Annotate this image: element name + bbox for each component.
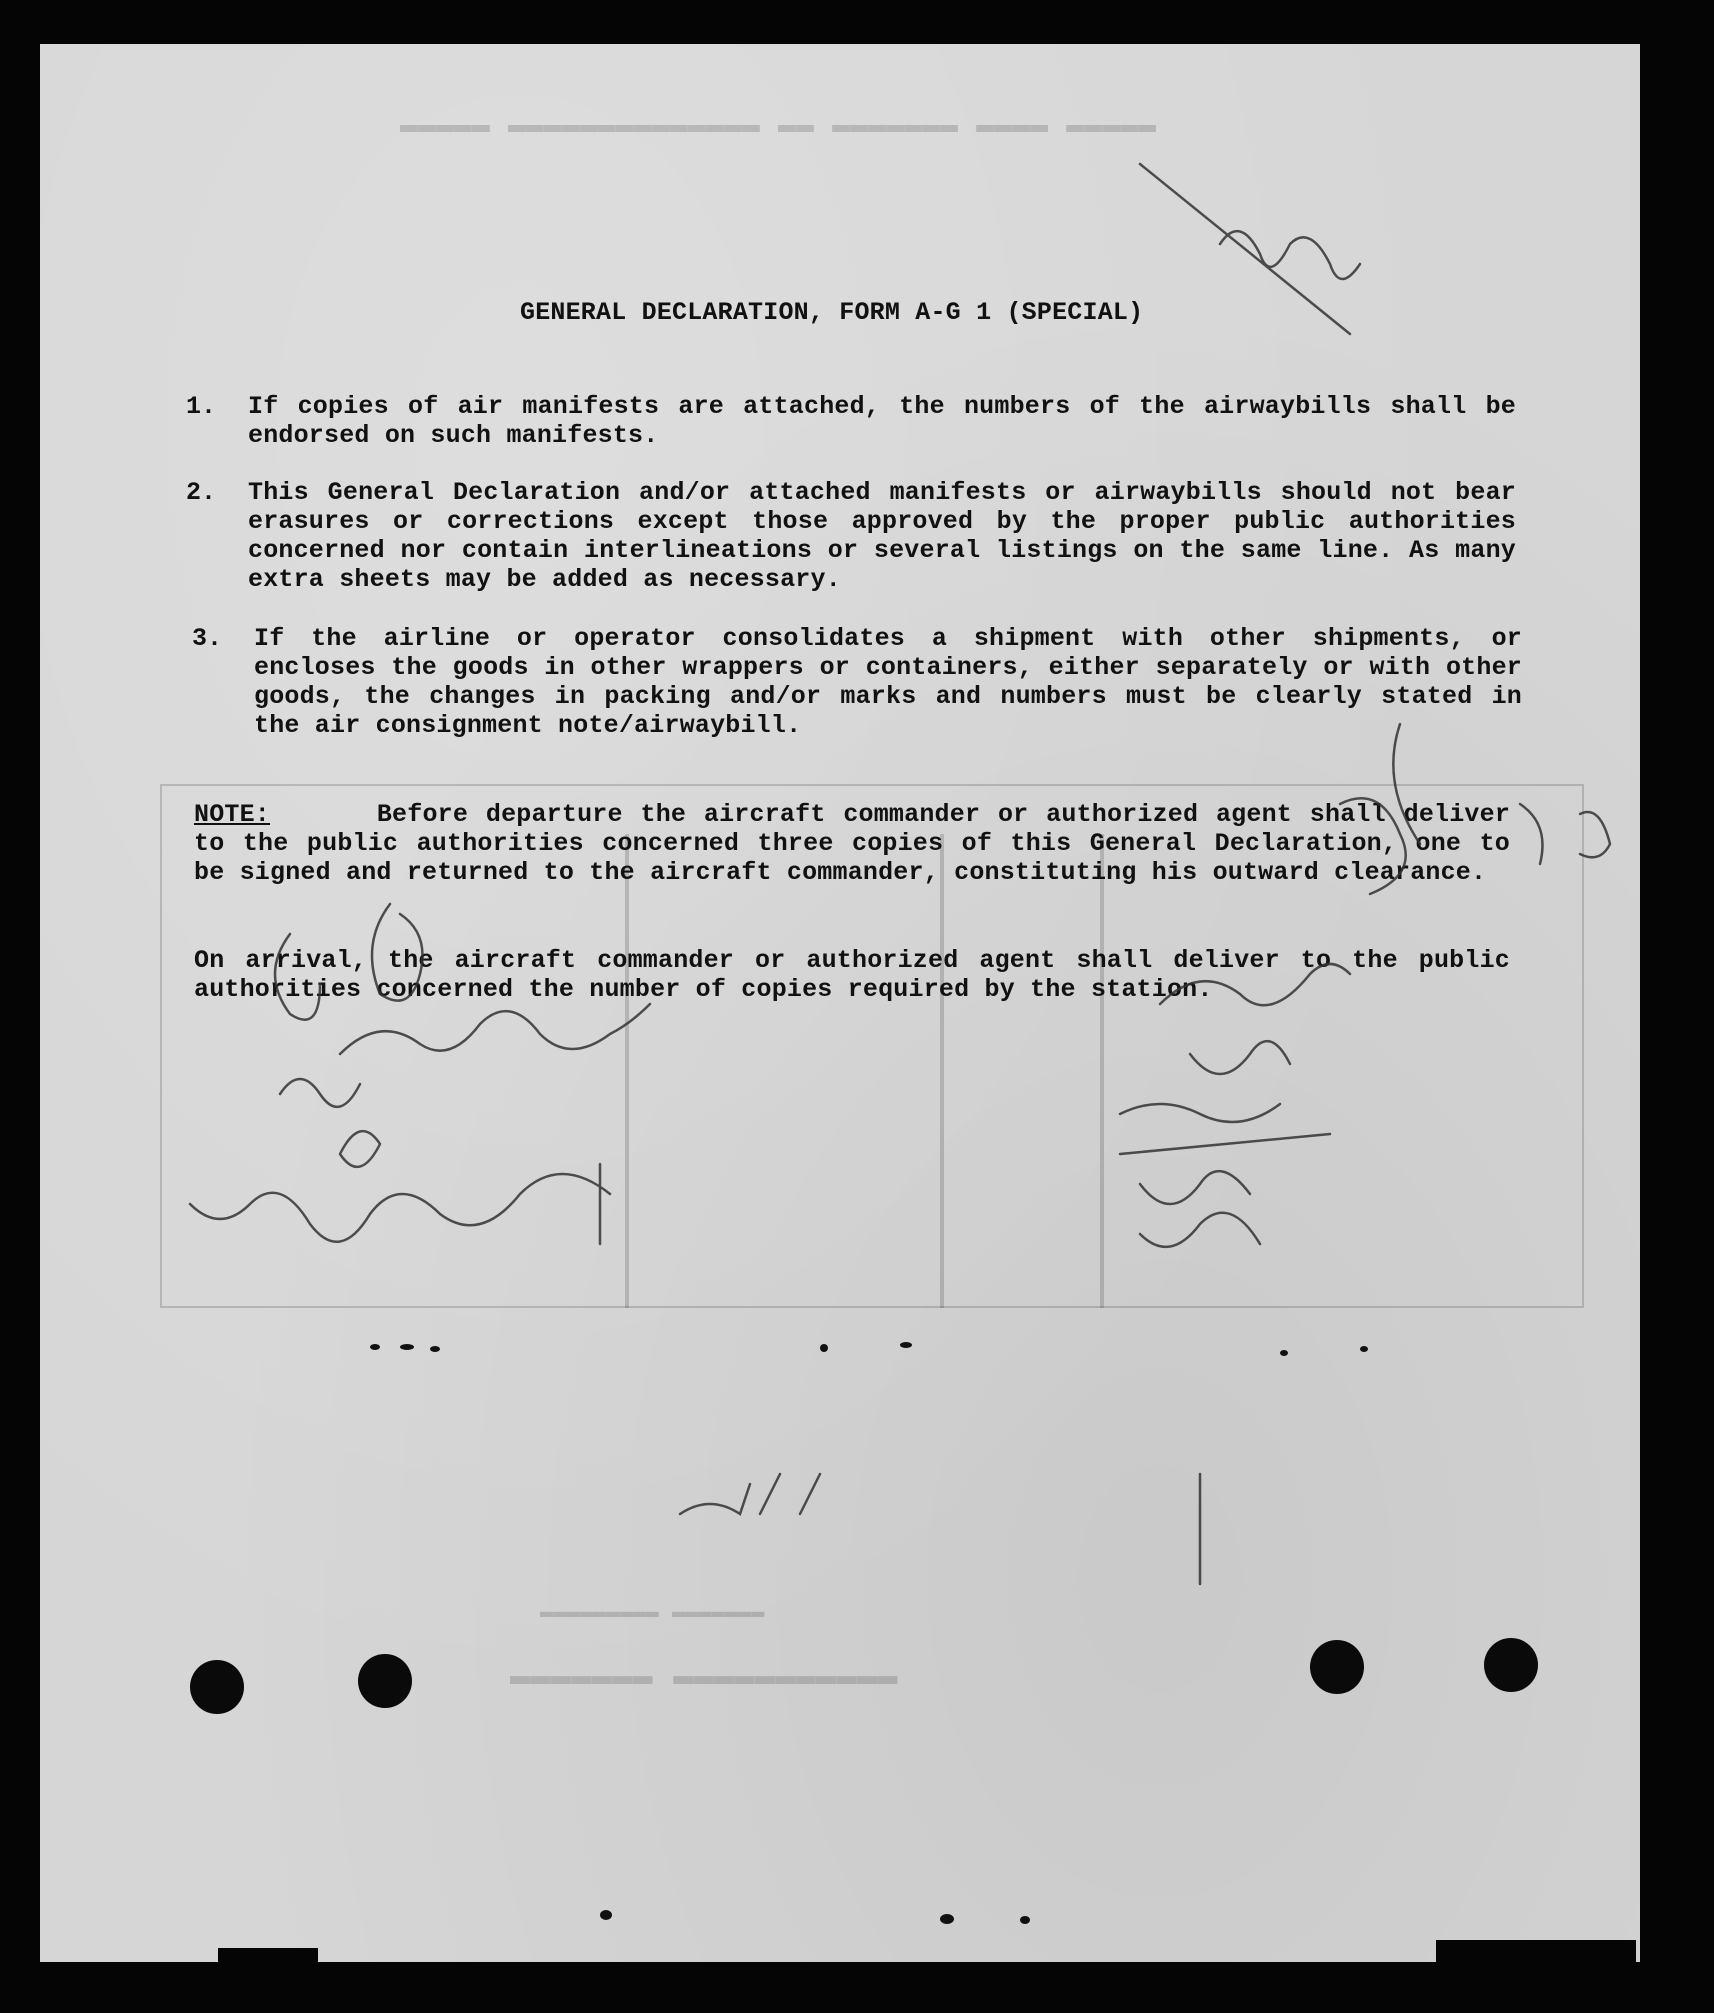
item-number: 3. xyxy=(192,624,223,653)
torn-edge xyxy=(218,1948,318,1972)
document-page xyxy=(40,44,1640,1962)
torn-edge xyxy=(1436,1940,1636,1970)
dust-speck xyxy=(370,1344,380,1350)
item-text: This General Declaration and/or attached manifests or airwaybills should not bear erasures or corrections except those approved by the proper public authorities concerned nor contain interlineations or several listings on the same line. As many extra sheets may be added as necessary. xyxy=(248,478,1516,594)
bleed-through-col-1 xyxy=(625,834,629,1308)
item-text: If the airline or operator consolidates a shipment with other shipments, or encloses the goods in other wrappers or containers, either separately or with other goods, the changes in packing and/or marks and numbers must be clearly stated in the air consignment note/airwaybill. xyxy=(254,624,1522,740)
bleed-through-footer: ▬▬▬▬▬▬▬ ▬▬▬▬▬▬▬▬▬▬▬ xyxy=(510,1664,898,1702)
dust-speck xyxy=(940,1914,954,1924)
bleed-through-heading: ▬▬▬▬▬ ▬▬▬▬▬▬▬▬▬▬▬▬▬▬ ▬▬ ▬▬▬▬▬▬▬ ▬▬▬▬ ▬▬▬▬▬ xyxy=(400,114,1157,148)
note-spacer xyxy=(288,800,359,829)
dust-speck xyxy=(1020,1916,1030,1924)
dust-speck xyxy=(400,1344,414,1350)
note-paragraph xyxy=(194,800,1510,887)
bleed-through-col-3 xyxy=(1100,834,1104,1308)
dust-speck xyxy=(900,1342,912,1348)
arrival-paragraph: On arrival, the aircraft commander or authorized agent shall deliver to the public authorities concerned the number of copies required by the station. xyxy=(194,946,1510,1004)
bleed-through-footer-2: ▬▬▬▬▬▬▬▬▬ ▬▬▬▬▬▬▬ xyxy=(540,1604,765,1629)
dust-speck xyxy=(600,1910,612,1920)
punch-hole xyxy=(190,1660,244,1714)
punch-hole xyxy=(358,1654,412,1708)
punch-hole xyxy=(1310,1640,1364,1694)
dust-speck xyxy=(1280,1350,1288,1356)
bleed-through-col-2 xyxy=(940,834,944,1308)
item-text: If copies of air manifests are attached, the numbers of the airwaybills shall be endorsed on such manifests. xyxy=(248,392,1516,450)
item-number: 2. xyxy=(186,478,217,507)
note-text: Before departure the aircraft commander or authorized agent shall deliver to the public authorities concerned three copies of this General Declaration, one to be signed and returned to the aircraft commander, constituting his outward clearance. xyxy=(194,800,1511,887)
dust-speck xyxy=(1360,1346,1368,1352)
punch-hole xyxy=(1484,1638,1538,1692)
note-label: NOTE: xyxy=(194,800,271,829)
dust-speck xyxy=(820,1344,828,1352)
item-number: 1. xyxy=(186,392,217,421)
dust-speck xyxy=(430,1346,440,1352)
document-title: GENERAL DECLARATION, FORM A-G 1 (SPECIAL) xyxy=(520,298,1144,327)
